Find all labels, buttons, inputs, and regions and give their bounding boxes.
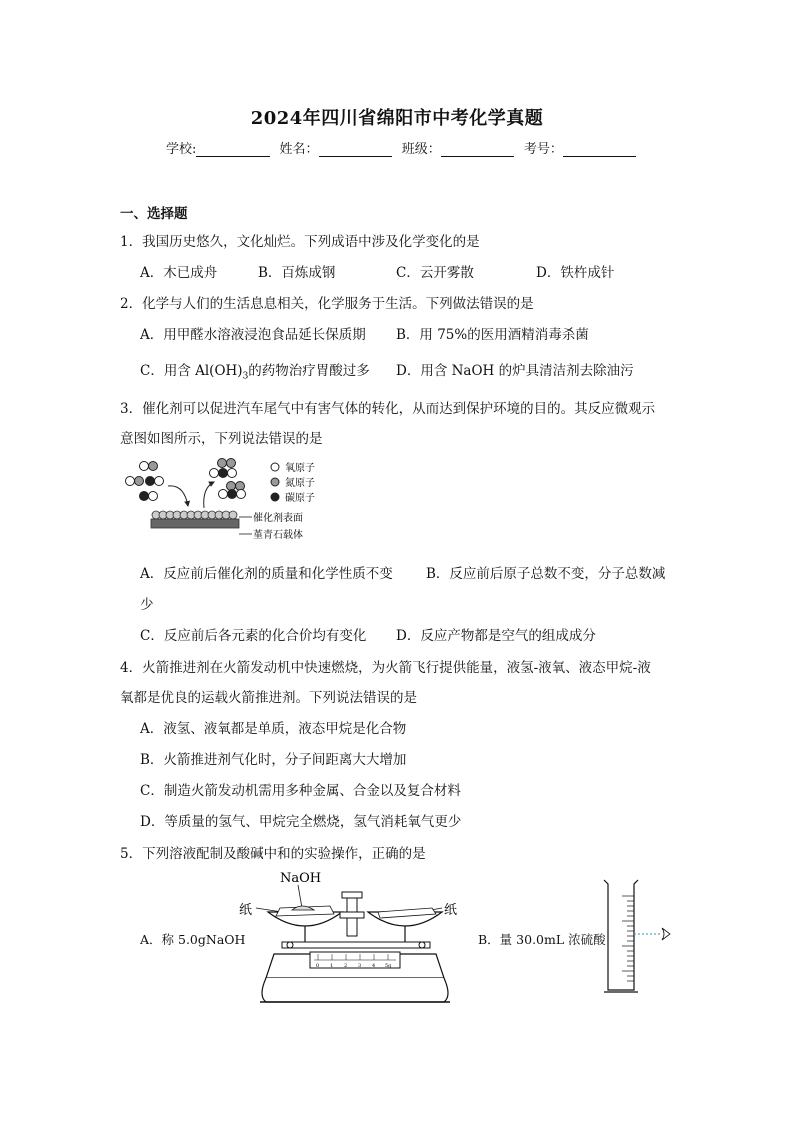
q4-option-c[interactable]: C．制造火箭发动机需用多种金属、合金以及复合材料 [140,783,461,799]
balance-scale-diagram [230,868,475,1010]
q3-option-a[interactable]: A．反应前后催化剂的质量和化学性质不变 [140,566,393,582]
q5-stem: 5．下列溶液配制及酸碱中和的实验操作，正确的是 [120,846,426,862]
carbon-legend-icon [271,493,279,501]
ruler-tick-5: 5g [385,963,392,969]
q1-option-c[interactable]: C．云开雾散 [396,265,474,281]
q2-option-d[interactable]: D．用含 NaOH 的炉具清洁剂去除油污 [396,363,634,379]
atom-legend [271,461,315,504]
q2-option-c-sub: 3 [242,371,249,382]
q1-option-d[interactable]: D．铁杵成针 [536,265,615,281]
label-cordierite-support: 堇青石载体 [253,530,303,541]
product-molecules [210,459,246,499]
section-heading: 一、选择题 [120,206,188,222]
legend-oxygen: 氧原子 [285,463,315,474]
q3-stem-line2: 意图如图所示，下列说法错误的是 [120,431,323,447]
q3-options-row2 [140,624,700,644]
q2-option-c[interactable] [140,359,370,382]
graduated-cylinder-diagram [600,876,684,998]
naoh-label: NaOH [280,871,322,886]
school-field[interactable] [196,142,269,157]
q4-option-b[interactable]: B．火箭推进剂气化时，分子间距离大大增加 [140,752,407,768]
q4-stem-line2: 氧都是优良的运载火箭推进剂。下列说法错误的是 [120,690,417,706]
q3-option-b-cont: 少 [140,597,154,613]
class-label: 班级： [401,142,441,157]
q2-stem: 2．化学与人们的生活息息相关，化学服务于生活。下列做法错误的是 [120,296,534,312]
q1-options [140,261,700,281]
page-title: 2024年四川省绵阳市中考化学真题 [250,108,544,129]
eye-icon [662,928,670,940]
q3-option-d[interactable]: D．反应产物都是空气的组成成分 [396,628,596,644]
q3-stem-line1: 3．催化剂可以促进汽车尾气中有害气体的转化，从而达到保护环境的目的。其反应微观示 [120,401,656,417]
ruler-tick-0: 0 [316,963,320,969]
q2-option-b[interactable]: B．用 75%的医用酒精消毒杀菌 [396,327,589,343]
legend-nitrogen: 氮原子 [285,478,315,489]
name-field[interactable] [319,142,392,157]
q2-options-row2 [140,359,700,382]
name-label: 姓名： [279,142,319,157]
oxygen-legend-icon [271,463,279,471]
paper-left-label: 纸 [239,903,253,918]
paper-right-label: 纸 [444,903,458,918]
q2-options-row1 [140,323,700,343]
student-info-row [166,138,646,157]
catalyst-diagram [118,456,348,546]
q1-stem: 1．我国历史悠久，文化灿烂。下列成语中涉及化学变化的是 [120,234,480,250]
q2-option-a[interactable]: A．用甲醛水溶液浸泡食品延长保质期 [140,327,366,343]
q3-option-c[interactable]: C．反应前后各元素的化合价均有变化 [140,628,367,644]
balance-beam [282,942,430,948]
ruler-tick-3: 3 [358,963,362,969]
q1-option-b[interactable]: B．百炼成钢 [258,265,336,281]
ruler-tick-2: 2 [344,963,348,969]
q3-options-row1 [140,562,700,582]
catalyst-surface [151,511,303,541]
nitrogen-legend-icon [271,478,279,486]
q3-option-b[interactable]: B．反应前后原子总数不变，分子总数减 [426,566,666,582]
q4-option-d[interactable]: D．等质量的氢气、甲烷完全燃烧，氢气消耗氧气更少 [140,814,462,830]
adsorb-arrow [168,486,188,506]
reactant-molecules [126,462,164,501]
exam-no-field[interactable] [563,142,636,157]
q4-option-a[interactable]: A．液氢、液氧都是单质，液态甲烷是化合物 [140,721,407,737]
q5-option-b[interactable]: B．量 30.0mL 浓硫酸 [478,932,606,947]
label-catalyst-surface: 催化剂表面 [253,513,303,524]
exam-no-label: 考号： [523,142,563,157]
ruler-tick-1: 1 [330,963,334,969]
q4-stem-line1: 4．火箭推进剂在火箭发动机中快速燃烧，为火箭飞行提供能量，液氢-液氧、液态甲烷-液 [120,660,651,676]
ruler-tick-4: 4 [372,963,376,969]
q2-option-c-pre: C．用含 Al(OH) [140,363,243,379]
class-field[interactable] [441,142,514,157]
legend-carbon: 碳原子 [285,493,315,504]
q2-option-c-post: 的药物治疗胃酸过多 [248,363,370,379]
desorb-arrow [204,482,214,508]
q5-option-a[interactable]: A．称 5.0gNaOH [140,932,246,947]
q1-option-a[interactable]: A．木已成舟 [140,265,218,281]
school-label: 学校: [166,142,197,157]
cylinder-body [604,880,638,990]
